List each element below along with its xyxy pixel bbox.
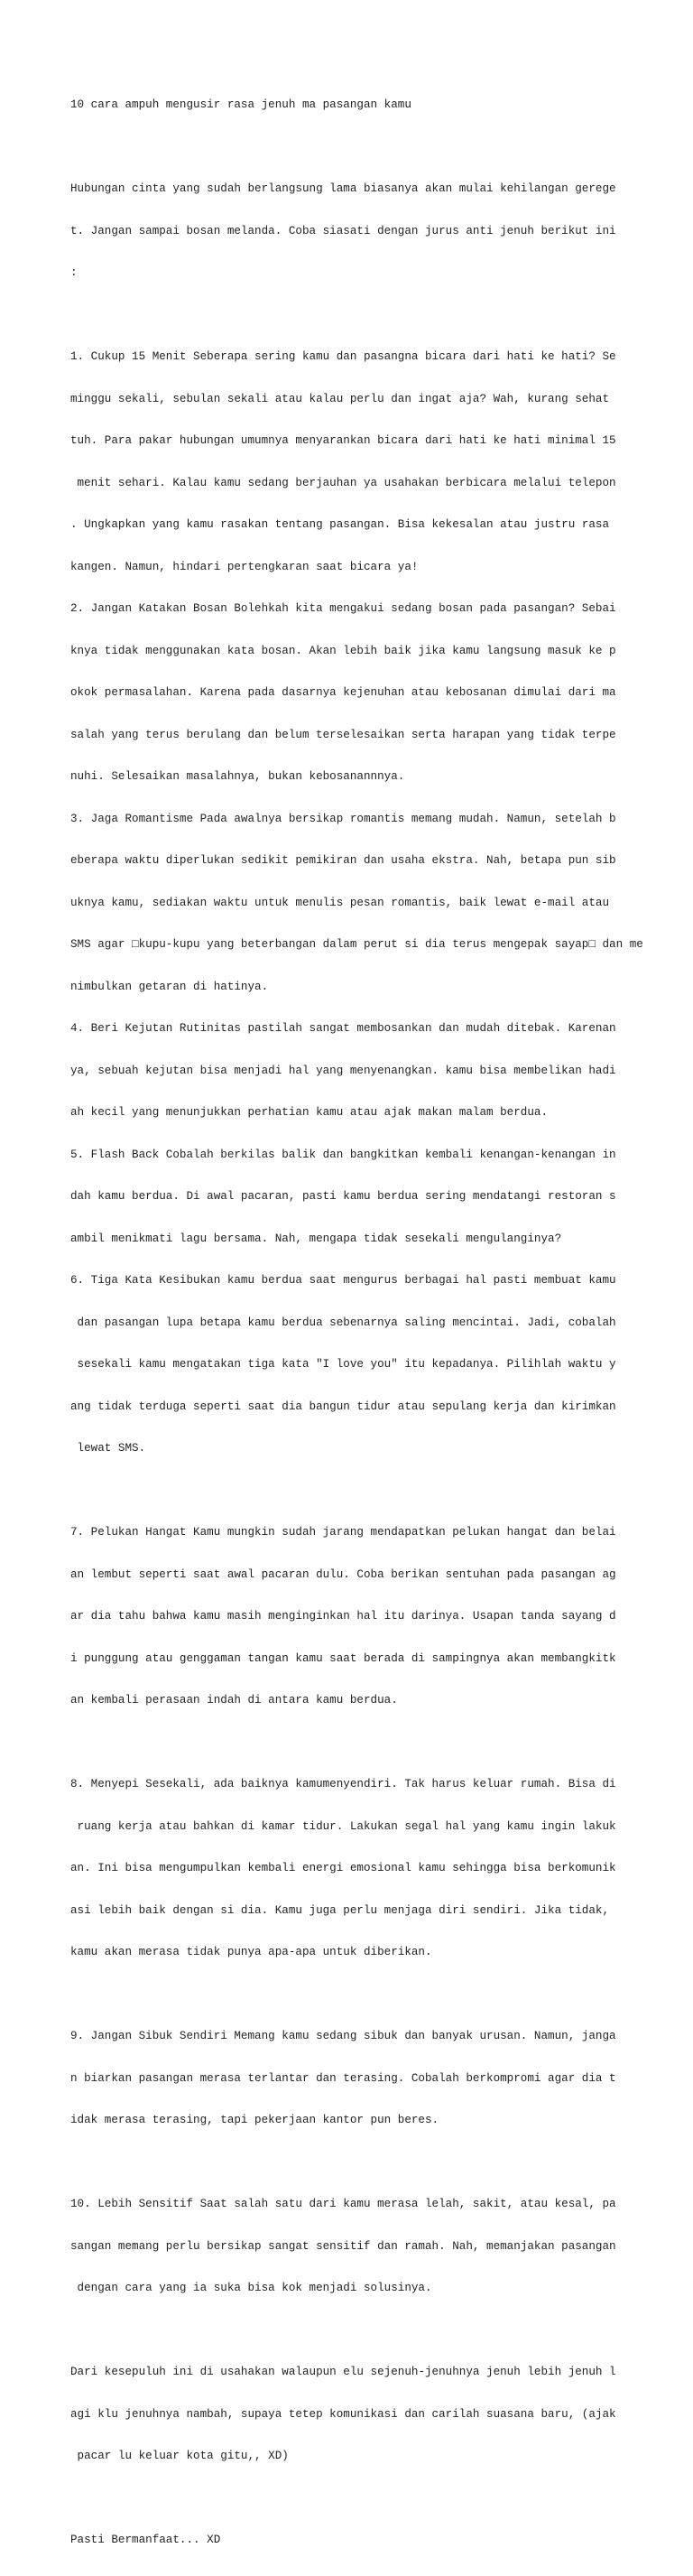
tip-6-line: lewat SMS.: [70, 1442, 146, 1455]
tip-7-line: i punggung atau genggaman tangan kamu saat berada di sampingnya akan membangkitk: [70, 1651, 616, 1665]
blank-line: [70, 2156, 684, 2171]
closing-line: agi klu jenuhnya nambah, supaya tetep komunikasi dan carilah suasana baru, (ajak: [70, 2407, 616, 2421]
tip-7-line: an lembut seperti saat awal pacaran dulu. Coba berikan sentuhan pada pasangan ag: [70, 1567, 616, 1581]
document-title: 10 cara ampuh mengusir rasa jenuh ma pasangan kamu: [70, 98, 411, 111]
blank-line: [70, 1988, 684, 2003]
tip-10-line: dengan cara yang ia suka bisa kok menjadi solusinya.: [70, 2282, 432, 2294]
closing-line: pacar lu keluar kota gitu,, XD): [70, 2450, 289, 2462]
tip-6-line: sesekali kamu mengatakan tiga kata "I love you" itu kepadanya. Pilihlah waktu y: [70, 1358, 616, 1371]
tip-9-line: n biarkan pasangan merasa terlantar dan terasing. Cobalah berkompromi agar dia t: [70, 2071, 616, 2085]
tip-3-line: nimbulkan getaran di hatinya.: [70, 980, 269, 993]
blank-line: [70, 309, 684, 323]
blank-line: [70, 2492, 684, 2506]
tip-8-line: an. Ini bisa mengumpulkan kembali energi emosional kamu sehingga bisa berkomunik: [70, 1862, 616, 1874]
tip-2-line: 2. Jangan Katakan Bosan Bolehkah kita mengakui sedang bosan pada pasangan? Sebai: [70, 602, 616, 615]
intro-line: t. Jangan sampai bosan melanda. Coba siasati dengan jurus anti jenuh berikut ini: [70, 224, 616, 237]
tip-4-line: ah kecil yang menunjukkan perhatian kamu atau ajak makan malam berdua.: [70, 1106, 549, 1119]
sign-off-line: Pasti Bermanfaat... XD: [70, 2534, 221, 2546]
tip-2-line: okok permasalahan. Karena pada dasarnya kejenuhan atau kebosanan dimulai dari ma: [70, 686, 616, 699]
blank-line: [70, 1484, 684, 1499]
tip-1-line: menit sehari. Kalau kamu sedang berjauhan ya usahakan berbicara melalui telepon: [70, 476, 616, 489]
tip-7-line: ar dia tahu bahwa kamu masih menginginkan hal itu darinya. Usapan tanda sayang d: [70, 1610, 616, 1623]
closing-line: Dari kesepuluh ini di usahakan walaupun elu sejenuh-jenuhnya jenuh lebih jenuh l: [70, 2366, 616, 2378]
tip-8-line: asi lebih baik dengan si dia. Kamu juga perlu menjaga diri sendiri. Jika tidak,: [70, 1903, 610, 1917]
tip-2-line: salah yang terus berulang dan belum terselesaikan serta harapan yang tidak terpe: [70, 728, 616, 741]
tip-1-line: minggu sekali, sebulan sekali atau kalau perlu dan ingat aja? Wah, kurang sehat: [70, 392, 610, 405]
intro-line: :: [70, 266, 78, 279]
tip-10-line: sangan memang perlu bersikap sangat sensitif dan ramah. Nah, memanjakan pasangan: [70, 2239, 616, 2253]
tip-4-line: ya, sebuah kejutan bisa menjadi hal yang menyenangkan. kamu bisa membelikan hadi: [70, 1064, 616, 1077]
tip-7-line: an kembali perasaan indah di antara kamu berdua.: [70, 1694, 398, 1706]
tip-8-line: ruang kerja atau bahkan di kamar tidur. Lakukan segal hal yang kamu ingin lakuk: [70, 1819, 616, 1833]
intro-line: Hubungan cinta yang sudah berlangsung lama biasanya akan mulai kehilangan gerege: [70, 182, 616, 195]
blank-line: [70, 141, 684, 155]
tip-5-line: 5. Flash Back Cobalah berkilas balik dan bangkitkan kembali kenangan-kenangan in: [70, 1148, 616, 1161]
tip-2-line: nuhi. Selesaikan masalahnya, bukan kebosanannnya.: [70, 770, 405, 783]
tip-8-line: kamu akan merasa tidak punya apa-apa untuk diberikan.: [70, 1946, 432, 1958]
blank-line: [70, 2324, 684, 2339]
tip-2-line: knya tidak menggunakan kata bosan. Akan lebih baik jika kamu langsung masuk ke p: [70, 644, 616, 657]
tip-3-line: SMS agar □kupu-kupu yang beterbangan dalam perut si dia terus mengepak sayap□ dan me: [70, 938, 643, 951]
tip-5-line: dah kamu berdua. Di awal pacaran, pasti kamu berdua sering mendatangi restoran s: [70, 1190, 616, 1203]
tip-10-line: 10. Lebih Sensitif Saat salah satu dari kamu merasa lelah, sakit, atau kesal, pa: [70, 2198, 616, 2210]
blank-line: [70, 1736, 684, 1751]
tip-1-line: kangen. Namun, hindari pertengkaran saat bicara ya!: [70, 560, 419, 573]
document-body: [70, 70, 684, 2576]
tip-6-line: dan pasangan lupa betapa kamu berdua sebenarnya saling mencintai. Jadi, cobalah: [70, 1316, 616, 1329]
tip-1-line: . Ungkapkan yang kamu rasakan tentang pasangan. Bisa kekesalan atau justru rasa: [70, 518, 610, 531]
tip-6-line: ang tidak terduga seperti saat dia bangun tidur atau sepulang kerja dan kirimkan: [70, 1400, 616, 1413]
tip-1-line: 1. Cukup 15 Menit Seberapa sering kamu dan pasangna bicara dari hati ke hati? Se: [70, 350, 616, 363]
tip-3-line: 3. Jaga Romantisme Pada awalnya bersikap romantis memang mudah. Namun, setelah b: [70, 812, 616, 825]
tip-4-line: 4. Beri Kejutan Rutinitas pastilah sangat membosankan dan mudah ditebak. Karenan: [70, 1022, 616, 1035]
tip-5-line: ambil menikmati lagu bersama. Nah, mengapa tidak sesekali mengulanginya?: [70, 1232, 562, 1245]
tip-9-line: 9. Jangan Sibuk Sendiri Memang kamu sedang sibuk dan banyak urusan. Namun, janga: [70, 2030, 616, 2042]
tip-1-line: tuh. Para pakar hubungan umumnya menyarankan bicara dari hati ke hati minimal 15: [70, 434, 616, 447]
tip-3-line: eberapa waktu diperlukan sedikit pemikiran dan usaha ekstra. Nah, betapa pun sib: [70, 854, 616, 867]
tip-6-line: 6. Tiga Kata Kesibukan kamu berdua saat mengurus berbagai hal pasti membuat kamu: [70, 1274, 616, 1287]
tip-8-line: 8. Menyepi Sesekali, ada baiknya kamumenyendiri. Tak harus keluar rumah. Bisa di: [70, 1778, 616, 1790]
tip-9-line: idak merasa terasing, tapi pekerjaan kantor pun beres.: [70, 2114, 439, 2126]
tip-3-line: uknya kamu, sediakan waktu untuk menulis pesan romantis, baik lewat e-mail atau: [70, 896, 610, 909]
tip-7-line: 7. Pelukan Hangat Kamu mungkin sudah jarang mendapatkan pelukan hangat dan belai: [70, 1526, 616, 1539]
